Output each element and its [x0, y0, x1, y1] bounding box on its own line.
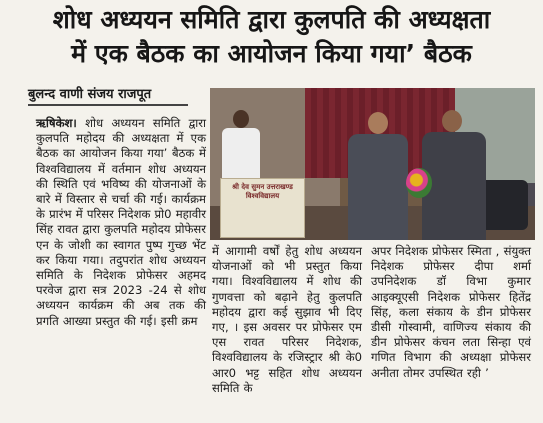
news-photo [210, 88, 535, 240]
person-center-body [348, 134, 408, 240]
headline-line-1: शोध अध्ययन समिति द्वारा कुलपति की अध्यक्षता [52, 5, 491, 34]
byline: बुलन्द वाणी संजय राजपूत [28, 84, 188, 106]
headline-line-2: में एक बैठक का आयोजन किया गया’ बैठक [71, 39, 472, 68]
article-column-3: अपर निदेशक प्रोफेसर स्मिता , संयुक्त निदेशक प्रोफेसर दीपा शर्मा उपनिदेशक डॉ विभा कुमार आइक्यूएसी निदेशक प्रोफेसर हितेंद्र सिंह, कला संकाय के डीन प्रोफेसर डीसी गोस्वामी, वाणिज्य संकाय की डीन प्रोफेसर कंचन लता सिन्हा एवं गणित विभाग की अध्यक्षा प्रोफेसर अनीता तोमर उपस्थित रही ’ [371, 244, 531, 380]
person-center-head [368, 112, 388, 134]
article-column-1 [36, 116, 206, 329]
article-text-1: शोध अध्ययन समिति द्वारा कुलपति महोदय की अध्यक्षता में एक बैठक का आयोजन किया गया’ बैठक में विश्वविद्यालय में वर्तमान शोध अध्ययन की स्थिति एवं भविष्य की योजनाओं के बारे में विस्तार से चर्चा की गई। कार्यक्रम के प्रारंभ में परिसर निदेशक प्रो0 महावीर सिंह रावत द्वारा कुलपति महोदय प्रोफेसर एन के जोशी का स्वागत पुष्प गुच्छ भेंट कर किया गया। तदुपरांत शोध अध्ययन समिति के निदेशक प्रोफेसर अहमद परवेज द्वारा सत्र 2023 -24 से शोध अध्ययन कार्यक्रम की अब तक की प्रगति आख्या प्रस्तुत की गई। इसी क्रम [36, 116, 206, 328]
person-right-head [442, 110, 462, 132]
headline [0, 0, 543, 76]
dateline: ऋषिकेश। [36, 116, 77, 130]
article-column-2: में आगामी वर्षों हेतु शोध अध्ययन योजनाओं को भी प्रस्तुत किया गया। विश्वविद्यालय में शोध की गुणवत्ता को बढ़ाने हेतु कुलपति महोदय द्वारा कई सुझाव भी दिए गए, । इस अवसर पर प्रोफेसर एम एस रावत परिसर निदेशक, विश्वविद्यालय के रजिस्ट्रार श्री के0 आर0 भट्ट सहित शोध अध्ययन समिति के [212, 244, 362, 395]
photo-banner: श्री देव सुमन उत्तराखण्ड विश्वविद्यालय [220, 178, 305, 238]
flower-bouquet [406, 168, 432, 198]
person-left-head [233, 110, 249, 128]
